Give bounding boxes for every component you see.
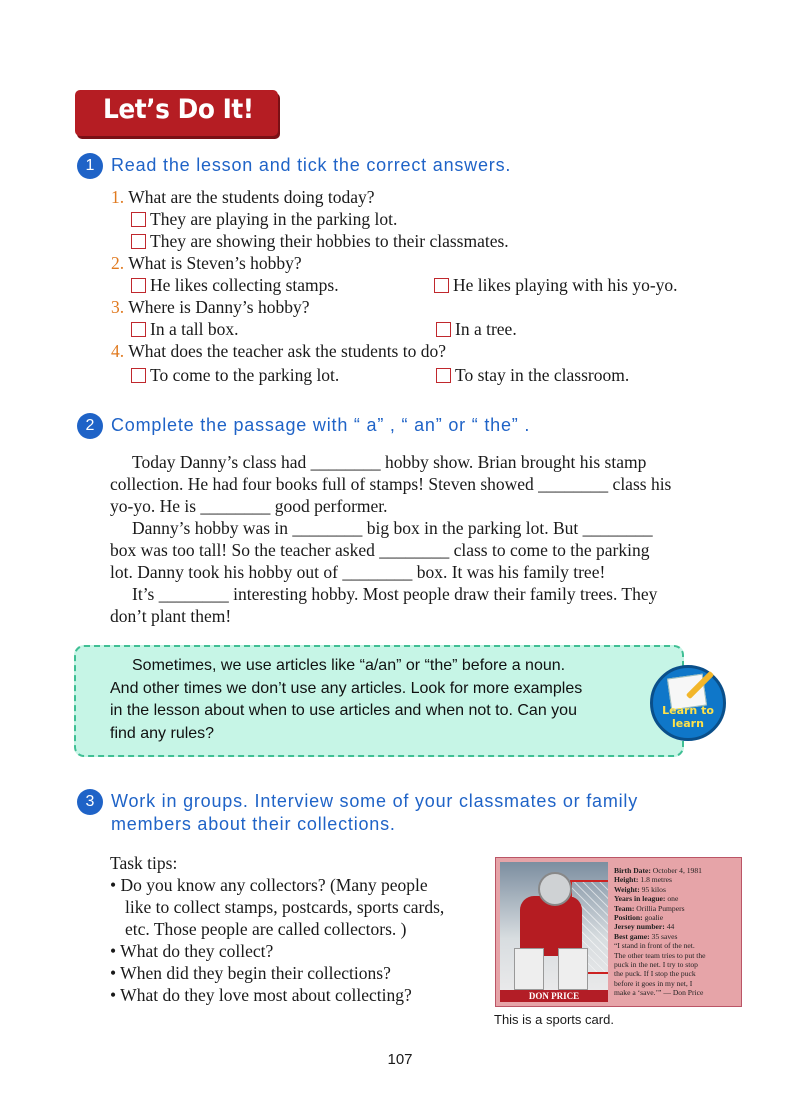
stat-row: Years in league: one <box>614 894 679 904</box>
stat-row: Best game: 35 saves <box>614 931 678 941</box>
q3-option-a[interactable]: In a tall box. <box>131 318 238 340</box>
stat-row: Height: 1.8 metres <box>614 875 672 885</box>
q1-option-a[interactable]: They are playing in the parking lot. <box>131 208 397 230</box>
question-4: 4. What does the teacher ask the students to do? <box>111 341 446 361</box>
tip-item: • Do you know any collectors? (Many people <box>110 875 428 895</box>
tip-item: etc. Those people are called collectors. ) <box>125 919 407 939</box>
checkbox[interactable] <box>131 322 146 337</box>
quote-line: The other team tries to put the <box>614 950 706 960</box>
task-tips <box>110 852 444 1006</box>
stat-row: Weight: 95 kilos <box>614 884 666 894</box>
q3-option-b[interactable]: In a tree. <box>436 318 517 340</box>
card-stats <box>614 866 738 998</box>
quote-line: make a ‘save.’” — Don Price <box>614 988 704 998</box>
passage-line: Danny’s hobby was in ________ big box in the parking lot. But ________ <box>132 518 653 538</box>
section-3-number: 3 <box>77 789 103 815</box>
q4-option-a[interactable]: To come to the parking lot. <box>131 364 339 386</box>
task-tips-heading: Task tips: <box>110 853 178 873</box>
passage-line: box was too tall! So the teacher asked ________ class to come to the parking <box>110 540 650 560</box>
learn-to-learn-badge-icon: Learn to learn <box>650 665 726 741</box>
stat-row: Team: Orillia Pumpers <box>614 903 685 913</box>
checkbox[interactable] <box>131 368 146 383</box>
section-2-title: Complete the passage with “ a” , “ an” or “ the” . <box>111 415 531 435</box>
stat-row: Jersey number: 44 <box>614 922 675 932</box>
passage <box>110 451 730 627</box>
card-player-name: DON PRICE <box>500 990 608 1002</box>
checkbox[interactable] <box>434 278 449 293</box>
q4-option-b[interactable]: To stay in the classroom. <box>436 364 629 386</box>
passage-line: lot. Danny took his hobby out of ________ box. It was his family tree! <box>110 562 606 582</box>
passage-line: collection. He had four books full of stamps! Steven showed ________ class his <box>110 474 672 494</box>
tip-item: • When did they begin their collections? <box>110 963 391 983</box>
quote-line: before it goes in my net, I <box>614 978 693 988</box>
question-1: 1. What are the students doing today? <box>111 187 375 207</box>
q1-option-b[interactable]: They are showing their hobbies to their classmates. <box>131 230 509 252</box>
banner-title: Let’s Do It! <box>103 94 254 125</box>
passage-line: don’t plant them! <box>110 606 232 626</box>
tip-item: • What do they love most about collecting? <box>110 985 412 1005</box>
goalie-photo <box>500 862 608 990</box>
learn-tip-text: Sometimes, we use articles like “a/an” or “the” before a noun. And other times we don’t use any articles. Look for more examples in the lesson about when to use articles and when not to. Can you find any rules? <box>110 657 583 742</box>
section-2-number: 2 <box>77 413 103 439</box>
card-caption: This is a sports card. <box>494 1012 614 1027</box>
question-2: 2. What is Steven’s hobby? <box>111 253 302 273</box>
stat-row: Position: goalie <box>614 913 664 923</box>
lets-do-it-banner <box>75 90 278 136</box>
section-3-title-line-1: Work in groups. Interview some of your classmates or family <box>111 791 639 811</box>
tip-item: like to collect stamps, postcards, sports cards, <box>125 897 445 917</box>
passage-line: yo-yo. He is ________ good performer. <box>110 496 388 516</box>
checkbox[interactable] <box>436 368 451 383</box>
checkbox[interactable] <box>131 212 146 227</box>
checkbox[interactable] <box>436 322 451 337</box>
stat-row: Birth Date: October 4, 1981 <box>614 866 702 875</box>
checkbox[interactable] <box>131 278 146 293</box>
q2-option-b[interactable]: He likes playing with his yo-yo. <box>434 274 678 296</box>
quote-line: puck in the net. I try to stop <box>614 960 698 970</box>
passage-line: Today Danny’s class had ________ hobby show. Brian brought his stamp <box>132 452 647 472</box>
section-1-title: Read the lesson and tick the correct answers. <box>111 155 512 175</box>
passage-line: It’s ________ interesting hobby. Most people draw their family trees. They <box>132 584 658 604</box>
section-1-number: 1 <box>77 153 103 179</box>
page-number: 107 <box>387 1051 413 1068</box>
q2-option-a[interactable]: He likes collecting stamps. <box>131 274 339 296</box>
tip-item: • What do they collect? <box>110 941 274 961</box>
quote-line: the puck. If I stop the puck <box>614 969 696 979</box>
question-3: 3. Where is Danny’s hobby? <box>111 297 310 317</box>
checkbox[interactable] <box>131 234 146 249</box>
quote-line: “I stand in front of the net. <box>614 941 695 951</box>
section-3-title-line-2: members about their collections. <box>111 814 396 834</box>
